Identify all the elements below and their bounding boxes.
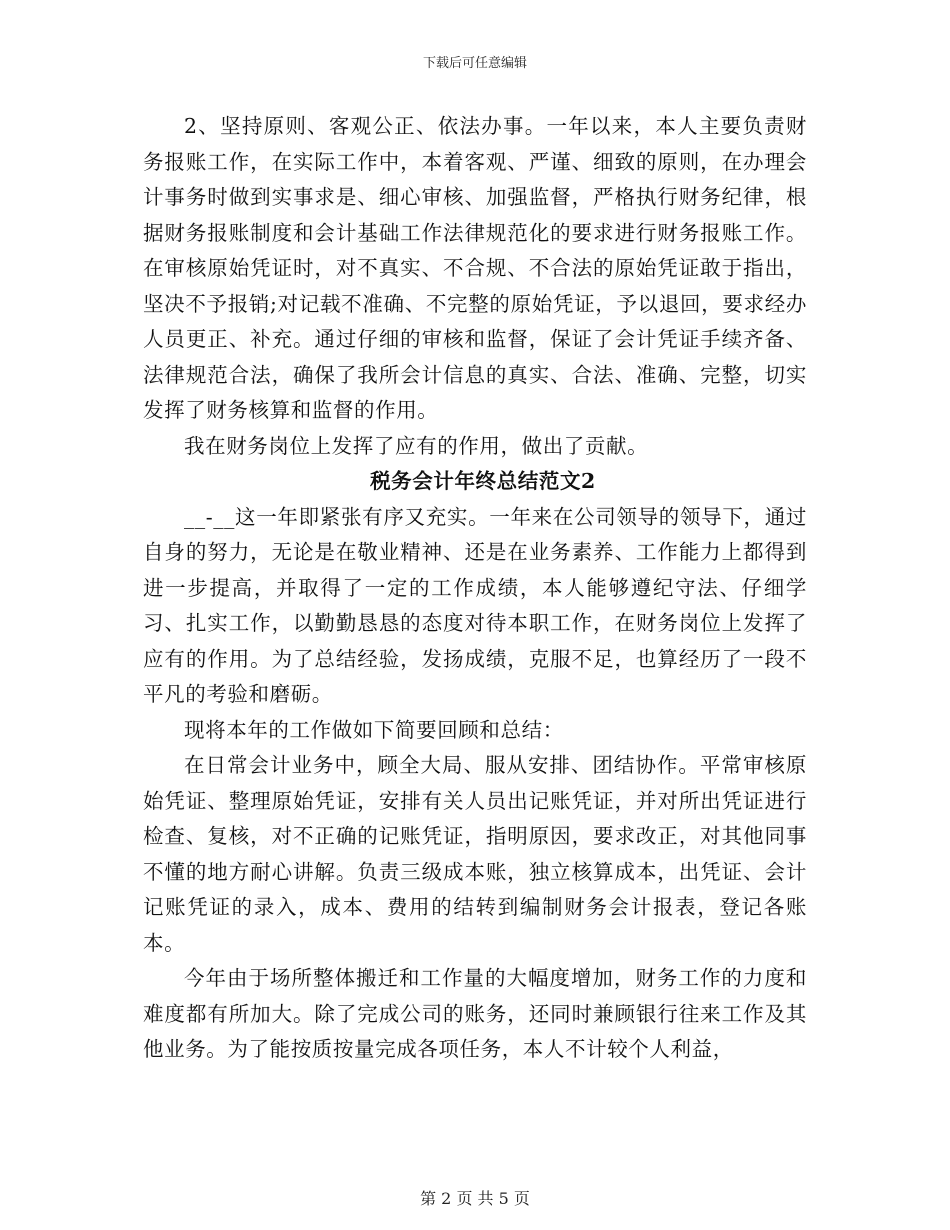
document-body — [143, 109, 807, 1068]
paragraph-relocation: 今年由于场所整体搬迁和工作量的大幅度增加，财务工作的力度和难度都有所加大。除了完成公司的账务，还同时兼顾银行往来工作及其他业务。为了能按质按量完成各项任务，本人不计较个人利益， — [143, 966, 807, 1061]
section-title: 税务会计年终总结范文2 — [370, 469, 596, 493]
paragraph-year-review: __-__这一年即紧张有序又充实。一年来在公司领导的领导下，通过自身的努力，无论是在敬业精神、还是在业务素养、工作能力上都得到进一步提高，并取得了一定的工作成绩，本人能够遵纪守法、仔细学习、扎实工作，以勤勤恳恳的态度对待本职工作，在财务岗位上发挥了应有的作用。为了总结经验，发扬成绩，克服不足，也算经历了一段不平凡的考验和磨砺。 — [143, 504, 807, 706]
page-number: 第 2 页 共 5 页 — [420, 1189, 530, 1208]
paragraph-daily-work: 在日常会计业务中，顾全大局、服从安排、团结协作。平常审核原始凭证、整理原始凭证，安排有关人员出记账凭证，并对所出凭证进行检查、复核，对不正确的记账凭证，指明原因，要求改正，对其他同事不懂的地方耐心讲解。负责三级成本账，独立核算成本，出凭证、会计记账凭证的录入，成本、费用的结转到编制财务会计报表，登记各账本。 — [143, 753, 807, 955]
paragraph-summary-intro: 现将本年的工作做如下简要回顾和总结： — [184, 717, 564, 742]
paragraph-principles: 2、坚持原则、客观公正、依法办事。一年以来，本人主要负责财务报账工作，在实际工作中，本着客观、严谨、细致的原则，在办理会计事务时做到实事求是、细心审核、加强监督，严格执行财务纪律，根据财务报账制度和会计基础工作法律规范化的要求进行财务报账工作。在审核原始凭证时，对不真实、不合规、不合法的原始凭证敢于指出，坚决不予报销;对记载不准确、不完整的原始凭证，予以退回，要求经办人员更正、补充。通过仔细的审核和监督，保证了会计凭证手续齐备、法律规范合法，确保了我所会计信息的真实、合法、准确、完整，切实发挥了财务核算和监督的作用。 — [143, 114, 807, 422]
header-note: 下载后可任意编辑 — [422, 56, 527, 71]
paragraph-contribution: 我在财务岗位上发挥了应有的作用，做出了贡献。 — [184, 433, 649, 458]
